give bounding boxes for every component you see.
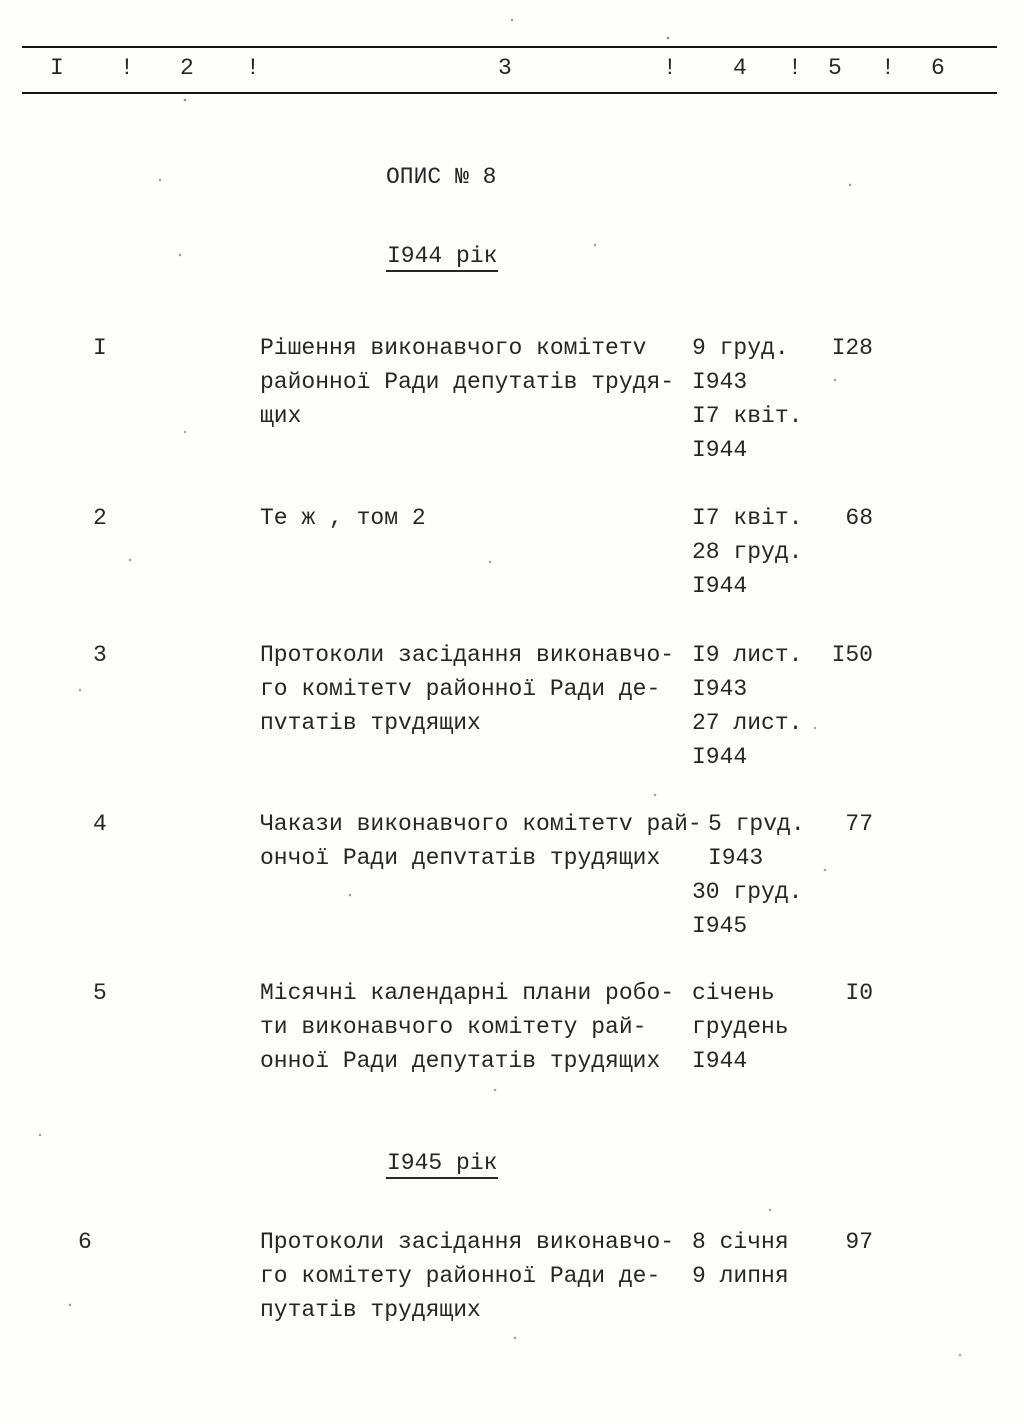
date-line: 9 груд. [692,335,789,361]
entry-sheet-count: 77 [845,811,873,837]
date-line: 28 груд. [692,539,803,565]
description-line: Протоколи засідання виконавчо- [260,642,675,668]
entry-description [260,331,674,433]
description-line: онної Ради депутатів трудящих [260,1048,661,1074]
inventory-entry [0,807,1024,947]
date-line: 27 лист. [692,710,803,736]
entry-number: I [93,335,107,361]
header-column-4: 4 [733,55,747,81]
description-line: ончої Ради депvтатів трудящих [260,845,661,871]
description-line: путатів трудящих [260,1297,481,1323]
date-line: I945 [692,913,748,939]
header-separator: ! [881,55,895,81]
entry-number: 5 [93,980,107,1006]
date-line: I944 [692,1048,748,1074]
header-column-2: 2 [180,55,194,81]
date-line: I7 квіт. [692,505,803,531]
header-separator: ! [120,55,134,81]
date-line: I9 лист. [692,642,803,668]
header-top-rule [22,46,997,48]
date-line: I944 [692,573,748,599]
year-heading: I945 рік [386,1149,498,1179]
entry-number: 2 [93,505,107,531]
header-column-6: 6 [931,55,945,81]
entry-description [260,638,674,740]
date-line: I944 [692,744,748,770]
description-line: районної Ради депутатів трудя- [260,369,675,395]
description-line: Те ж , том 2 [260,505,426,531]
entry-description [260,976,674,1078]
entry-dates [692,1225,789,1293]
description-line: Рішення виконавчого комітетv [260,335,647,361]
inventory-entry [0,1225,1024,1365]
entry-sheet-count: I50 [831,642,873,668]
inventory-entry [0,331,1024,471]
entry-dates [692,976,789,1078]
inventory-entry [0,976,1024,1116]
header-separator: ! [788,55,802,81]
entry-description [260,501,426,535]
header-bottom-rule [22,92,997,94]
date-line: I944 [692,437,748,463]
entry-description [260,807,702,875]
entry-description [260,1225,674,1327]
description-line: го комітетv районної Ради де- [260,676,661,702]
entry-dates [692,807,805,943]
entry-sheet-count: I28 [831,335,873,361]
description-line: го комітету районної Ради де- [260,1263,661,1289]
inventory-entry [0,638,1024,778]
date-line: 30 груд. [692,879,803,905]
date-line: I7 квіт. [692,403,803,429]
description-line: Чакази виконавчого комітетv рай- [260,811,702,837]
date-line: I943 [692,676,748,702]
entry-number: 3 [93,642,107,668]
entry-sheet-count: I0 [845,980,873,1006]
description-line: Місячні календарні плани робо- [260,980,675,1006]
date-line: 8 січня [692,1229,789,1255]
header-column-3: 3 [498,55,512,81]
date-line: грудень [692,1014,789,1040]
header-column-5: 5 [828,55,842,81]
entry-sheet-count: 97 [845,1229,873,1255]
header-separator: ! [663,55,677,81]
inventory-title: ОПИС № 8 [386,164,497,190]
entry-dates [692,331,802,467]
entry-dates [692,638,802,774]
date-line: січень [692,980,775,1006]
year-heading: I944 рік [386,242,498,272]
inventory-entry [0,501,1024,641]
entry-sheet-count: 68 [845,505,873,531]
entry-number: 6 [78,1229,92,1255]
header-column-1: I [50,55,64,81]
description-line: Протоколи засідання виконавчо- [260,1229,675,1255]
date-line: I943 [708,845,764,871]
description-line: щих [260,403,302,429]
entry-number: 4 [93,811,107,837]
entry-dates [692,501,802,603]
date-line: 5 грvд. [708,811,805,837]
header-separator: ! [246,55,260,81]
description-line: ти виконавчого комітету рай- [260,1014,647,1040]
date-line: 9 липня [692,1263,789,1289]
description-line: пvтатів трvдящих [260,710,481,736]
date-line: I943 [692,369,748,395]
